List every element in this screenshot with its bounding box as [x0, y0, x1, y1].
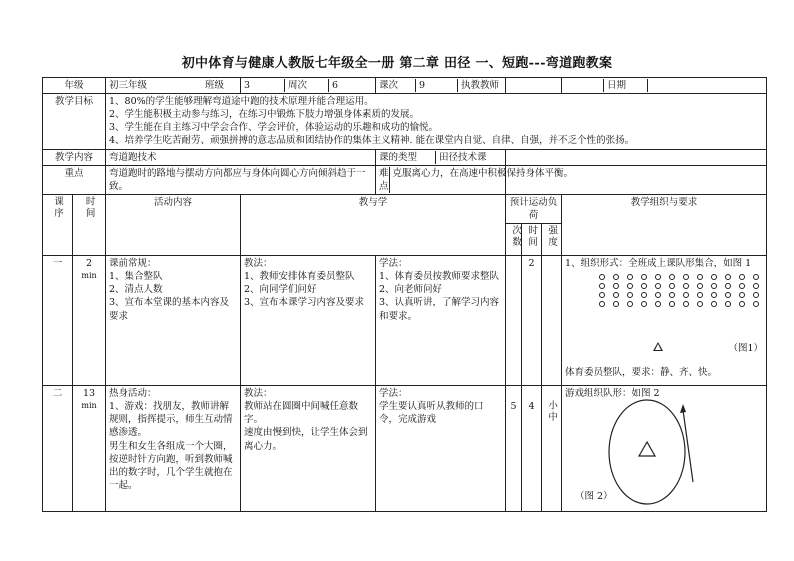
column-header-row-1	[43, 194, 767, 223]
student-dot	[683, 301, 689, 307]
col-intensity	[542, 224, 562, 256]
row-teach: 教法： 1、教师安排体育委员整队 2、向同学们问好 3、宣布本课学习内容及要求	[241, 256, 376, 386]
row-count	[506, 256, 522, 386]
student-dot	[753, 283, 759, 289]
student-dot	[599, 274, 605, 280]
student-dot	[599, 283, 605, 289]
org-after: 体育委员整队，要求：静、齐、快。	[565, 367, 718, 379]
student-dot	[697, 301, 703, 307]
col-activity: 活动内容	[106, 194, 241, 255]
student-dot	[739, 283, 745, 289]
student-dot	[739, 301, 745, 307]
diff-cell	[376, 165, 574, 194]
org-intro: 1、组织形式：全班成上课队形集合，如图 1	[565, 258, 752, 270]
student-dot	[711, 283, 717, 289]
student-dot	[669, 301, 675, 307]
key-row	[43, 165, 767, 194]
row-seq: 一	[43, 256, 73, 386]
student-dot	[753, 274, 759, 280]
col-time-text: 时间	[83, 195, 95, 219]
diff-value: 克服离心力，在高速中积极保持身体平衡。	[389, 167, 574, 193]
student-dots	[565, 270, 763, 307]
goal-item: 2、学生能积极主动参与练习，在练习中锻炼下肢力增强身体素质的发展。	[109, 109, 420, 121]
lesson-cell	[376, 78, 506, 94]
student-dot	[725, 301, 731, 307]
student-dot	[683, 274, 689, 280]
week-label: 周次	[284, 79, 328, 92]
student-dot	[613, 301, 619, 307]
goal-item: 1、80%的学生能够理解弯道途中跑的技术原理并能合理运用。	[109, 96, 374, 108]
date-cell	[562, 78, 767, 94]
lesson-value: 9	[415, 79, 457, 92]
class-week-cell	[241, 78, 376, 94]
type-label: 课的类型	[379, 151, 418, 163]
grade-value-text: 初三年级	[109, 80, 148, 91]
goal-item: 4、培养学生吃苦耐劳、顽强拼搏的意志品质和团结协作的集体主义精神. 能在课堂内自觉、自律、自强，并不乏个性的张扬。	[109, 135, 635, 147]
key-value: 弯道跑时的路地与摆动方向都应与身体向圆心方向倾斜趋于一致。	[106, 165, 376, 194]
row-learn: 学法： 1、体育委员按教师要求整队 2、向老师问好 3、认真听讲，了解学习内容和要求。	[376, 256, 506, 386]
col-intensity-text: 强度	[546, 225, 558, 249]
row-time-value: 13	[82, 388, 96, 400]
row-activity: 热身活动： 1、游戏：找朋友，教师讲解规则，指挥提示，师生互动情感渗透。 男生和女生各组成一个大圈，按逆时针方向跑，听到教师喊出的数字时，几个学生就抱在一起。	[106, 386, 241, 512]
student-dot	[641, 301, 647, 307]
student-dot	[711, 301, 717, 307]
student-dot	[641, 292, 647, 298]
row-teach: 教法： 教师站在圆圈中间喊任意数字。 速度由慢到快，让学生体会到离心力。	[241, 386, 376, 512]
table-row	[43, 386, 767, 512]
header-row	[43, 78, 767, 94]
col-load: 预计运动负荷	[506, 194, 562, 223]
student-dot	[683, 283, 689, 289]
page-title: 初中体育与健康人教版七年级全一册 第二章 田径 一、短跑---弯道跑教案	[181, 56, 613, 71]
student-dot	[697, 292, 703, 298]
student-dot	[683, 292, 689, 298]
col-duration	[522, 224, 542, 256]
date-value	[647, 79, 651, 92]
formation-figure-2	[565, 400, 763, 510]
student-dot	[627, 274, 633, 280]
student-dot	[725, 283, 731, 289]
org-intro: 游戏组织队形：如图 2	[565, 388, 660, 400]
type-value-cont	[506, 149, 767, 165]
row-learn: 学法： 学生要认真听从教师的口令，完成游戏	[376, 386, 506, 512]
student-dot	[753, 292, 759, 298]
row-duration: 2	[522, 256, 542, 386]
lesson-plan-table	[42, 77, 767, 512]
col-count-text: 次数	[510, 225, 522, 249]
row-time-unit: min	[81, 401, 97, 411]
fig2-label: （图 2）	[575, 491, 613, 503]
student-dot	[725, 292, 731, 298]
student-dot	[655, 283, 661, 289]
row-intensity	[542, 386, 562, 512]
col-teach-learn: 教与学	[241, 194, 506, 255]
row-intensity	[542, 256, 562, 386]
teacher-value	[506, 78, 562, 94]
student-dot	[669, 292, 675, 298]
diff-label: 难点	[379, 167, 389, 192]
student-dot	[725, 274, 731, 280]
fig1-label: （图1）	[728, 343, 764, 355]
type-value: 田径技术课	[435, 151, 487, 164]
row-time	[73, 386, 106, 512]
student-dot	[697, 274, 703, 280]
key-label: 重点	[43, 165, 106, 194]
col-count	[506, 224, 522, 256]
col-org: 教学组织与要求	[562, 194, 767, 255]
row-seq: 二	[43, 386, 73, 512]
student-dot	[613, 274, 619, 280]
student-dot	[655, 301, 661, 307]
student-dot	[641, 283, 647, 289]
col-duration-text: 时间	[526, 225, 538, 249]
row-org	[562, 386, 767, 512]
student-dot	[697, 283, 703, 289]
row-duration: 4	[522, 386, 542, 512]
col-seq	[43, 194, 73, 255]
student-dot	[739, 292, 745, 298]
student-dot	[655, 292, 661, 298]
date-spacer	[565, 79, 603, 92]
content-label: 教学内容	[43, 149, 106, 165]
student-dot	[669, 274, 675, 280]
student-dot	[753, 301, 759, 307]
student-dot	[669, 283, 675, 289]
class-label: 班级	[205, 80, 225, 91]
student-dot	[627, 283, 633, 289]
student-dot	[627, 292, 633, 298]
type-cell	[376, 149, 506, 165]
student-dot	[655, 274, 661, 280]
goal-item: 3、学生能在自主练习中学会合作、学会评价，体验运动的乐趣和成功的愉悦。	[109, 122, 439, 134]
student-dot	[641, 274, 647, 280]
student-dot	[711, 292, 717, 298]
col-time	[73, 194, 106, 255]
row-time-value: 2	[85, 258, 93, 270]
grade-label: 年级	[43, 78, 106, 94]
goals-list	[106, 94, 767, 149]
teacher-label: 执教教师	[457, 79, 499, 92]
class-value: 3	[244, 80, 251, 91]
student-dot	[599, 301, 605, 307]
row-org	[562, 256, 767, 386]
student-dot	[711, 274, 717, 280]
content-value: 弯道跑技术	[106, 149, 376, 165]
goals-label: 教学目标	[43, 94, 106, 149]
grade-value	[106, 78, 241, 94]
row-activity: 课前常规： 1、集合整队 2、清点人数 3、宣布本堂课的基本内容及要求	[106, 256, 241, 386]
row-time	[73, 256, 106, 386]
running-circle	[609, 400, 685, 504]
student-dot	[613, 283, 619, 289]
row-intensity-text: 小中	[546, 400, 558, 424]
lesson-label: 课次	[379, 80, 399, 91]
student-dot	[739, 274, 745, 280]
week-value: 6	[328, 79, 338, 92]
date-label: 日期	[603, 79, 647, 92]
student-dot	[599, 292, 605, 298]
content-row	[43, 149, 767, 165]
table-row	[43, 256, 767, 386]
row-time-unit: min	[81, 271, 97, 281]
teacher-triangle-icon	[639, 442, 655, 456]
goals-row	[43, 94, 767, 149]
arrow-head-icon	[680, 404, 686, 413]
student-dot	[613, 292, 619, 298]
formation-figure-1	[565, 270, 763, 366]
col-seq-text: 课序	[52, 195, 64, 219]
student-dot	[627, 301, 633, 307]
teacher-triangle-icon	[653, 342, 663, 351]
row-count: 5	[506, 386, 522, 512]
